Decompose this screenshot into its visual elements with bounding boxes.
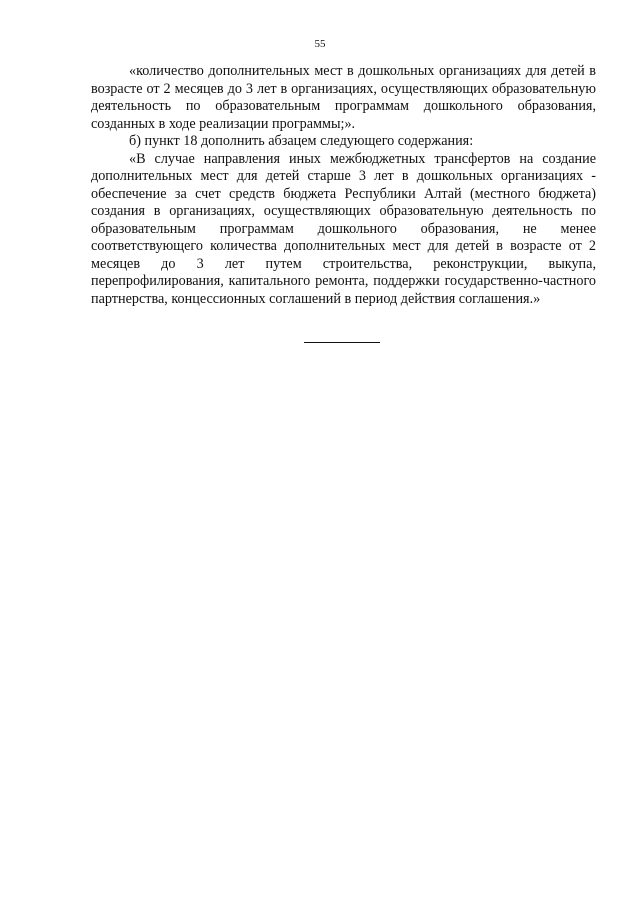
end-separator-line xyxy=(304,342,380,343)
page-number: 55 xyxy=(314,38,326,50)
paragraph-places-count: «количество дополнительных мест в дошкольных организациях для детей в возрасте от 2 месяцев до 3 лет в организациях, осуществляющих образовательную деятельность по образовательным программам дошкольного образования, созданных в ходе реализации программы;». xyxy=(91,63,596,132)
document-body xyxy=(91,63,596,308)
paragraph-item-18-amendment: б) пункт 18 дополнить абзацем следующего содержания: xyxy=(129,133,474,149)
paragraph-new-text: «В случае направления иных межбюджетных трансфертов на создание дополнительных мест для детей старше 3 лет в дошкольных организациях - обеспечение за счет средств бюджета Республики Алтай (местного бюджета) создания в организациях, осуществляющих образовательную деятельность по образовательным программам дошкольного образования, не менее соответствующего количества дополнительных мест для детей в возрасте от 2 месяцев до 3 лет путем строительства, реконструкции, выкупа, перепрофилирования, капитального ремонта, поддержки государственно-частного партнерства, концессионных соглашений в период действия соглашения.» xyxy=(91,150,596,307)
